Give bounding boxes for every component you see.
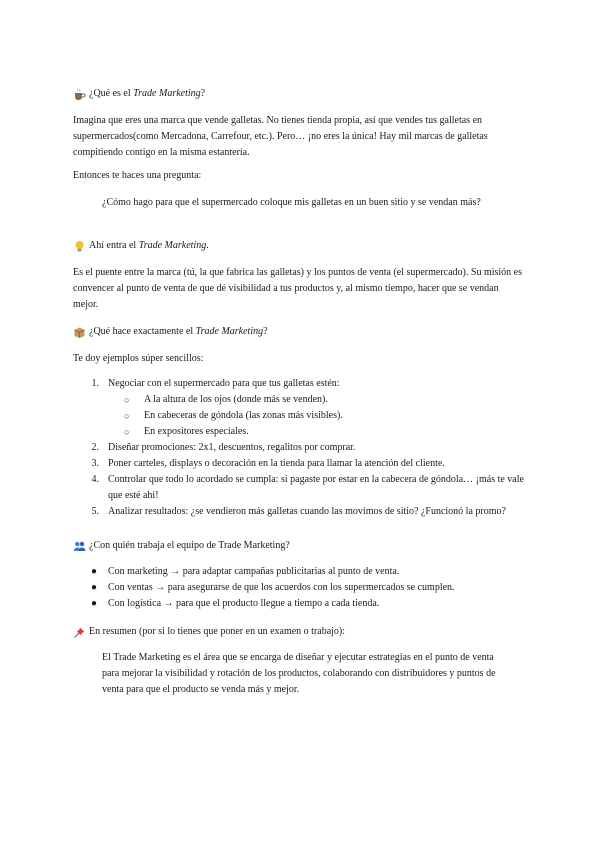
list-item: 2. Diseñar promociones: 2x1, descuentos, regalitos por comprar. <box>91 442 356 453</box>
sub-list-item: ○ En expositores especiales. <box>108 424 533 440</box>
heading-summary <box>73 624 523 640</box>
quote-paragraph: ¿Cómo hago para que el supermercado coloque mis galletas en un buen sitio y se vendan más? <box>102 197 481 208</box>
bullet-icon: ● <box>90 582 97 593</box>
sub-list-item: ○ A la altura de los ojos (donde más se venden). <box>108 392 533 408</box>
question-lead: Entonces te haces una pregunta: <box>73 170 202 181</box>
bullet-icon: ● <box>90 598 97 609</box>
list-item: 3. Poner carteles, displays o decoración en la tienda para llamar la atención del cliente. <box>91 458 445 469</box>
list-item: 4. Controlar que todo lo acordado se cumpla: si pagaste por estar en la cabecera de góndola… ¡más te vale que esté ahí! <box>91 474 524 501</box>
heading-what-does <box>73 324 523 340</box>
heading-text: ¿Con quién trabaja el equipo de Trade Marketing? <box>89 540 290 551</box>
heading-enters <box>73 238 523 254</box>
list-item: ● Con ventas → para asegurarse de que los acuerdos con los supermercados se cumplen. <box>73 580 533 596</box>
circle-bullet-icon: ○ <box>124 411 130 421</box>
collaborators-list <box>73 564 533 612</box>
intro-paragraph: Imagina que eres una marca que vende galletas. No tienes tienda propia, así que vendes tus galletas en supermercados(como Mercadona, Carrefour, etc.). Pero… ¡no eres la única! Hay mil marcas de galletas compitiendo contigo en la misma estantería. <box>73 115 488 158</box>
heading-text: ¿Qué hace exactamente el Trade Marketing? <box>89 326 268 337</box>
summary-paragraph: El Trade Marketing es el área que se encarga de diseñar y ejecutar estrategias en el punto de venta para mejorar la visibilidad y rotación de los productos, colaborando con distribuidores y puntos de venta para que el producto se venda más y mejor. <box>102 652 496 695</box>
package-icon <box>73 326 86 339</box>
list-item: 1. Negociar con el supermercado para que tus galletas estén: ○ A la altura de los ojos (donde más se venden). ○ En cabeceras de góndola (las zonas más visibles). ○ En expositores especiales. <box>73 376 533 440</box>
list-item: ● Con logística → para que el producto llegue a tiempo a cada tienda. <box>73 596 533 612</box>
list-item: ● Con marketing → para adaptar campañas publicitarias al punto de venta. <box>73 564 533 580</box>
heading-text: ¿Qué es el Trade Marketing? <box>89 88 206 99</box>
definition-paragraph: Es el puente entre la marca (tú, la que fabrica las galletas) y los puntos de venta (el supermercado). Su misión es convencer al punto de venta de que dé visibilidad a tus productos y, al mismo tiempo, hacer que se vendan mejor. <box>73 267 523 310</box>
coffee-icon <box>73 88 86 101</box>
circle-bullet-icon: ○ <box>124 427 130 437</box>
steps-list <box>73 376 533 520</box>
bullet-icon: ● <box>90 566 97 577</box>
heading-what-is <box>73 86 523 102</box>
sub-list-item: ○ En cabeceras de góndola (las zonas más visibles). <box>108 408 533 424</box>
list-item: 5. Analizar resultados: ¿se vendieron más galletas cuando las movimos de sitio? ¿Funcionó la promo? <box>91 506 506 517</box>
people-icon <box>73 540 86 553</box>
sub-list <box>108 392 533 440</box>
examples-lead: Te doy ejemplos súper sencillos: <box>73 353 204 364</box>
heading-text: En resumen (por si lo tienes que poner en un examen o trabajo): <box>89 626 346 637</box>
heading-text: Ahí entra el Trade Marketing. <box>89 240 209 251</box>
pushpin-icon <box>73 626 86 639</box>
circle-bullet-icon: ○ <box>124 395 130 405</box>
heading-who-works <box>73 538 523 554</box>
lightbulb-icon <box>73 240 86 253</box>
